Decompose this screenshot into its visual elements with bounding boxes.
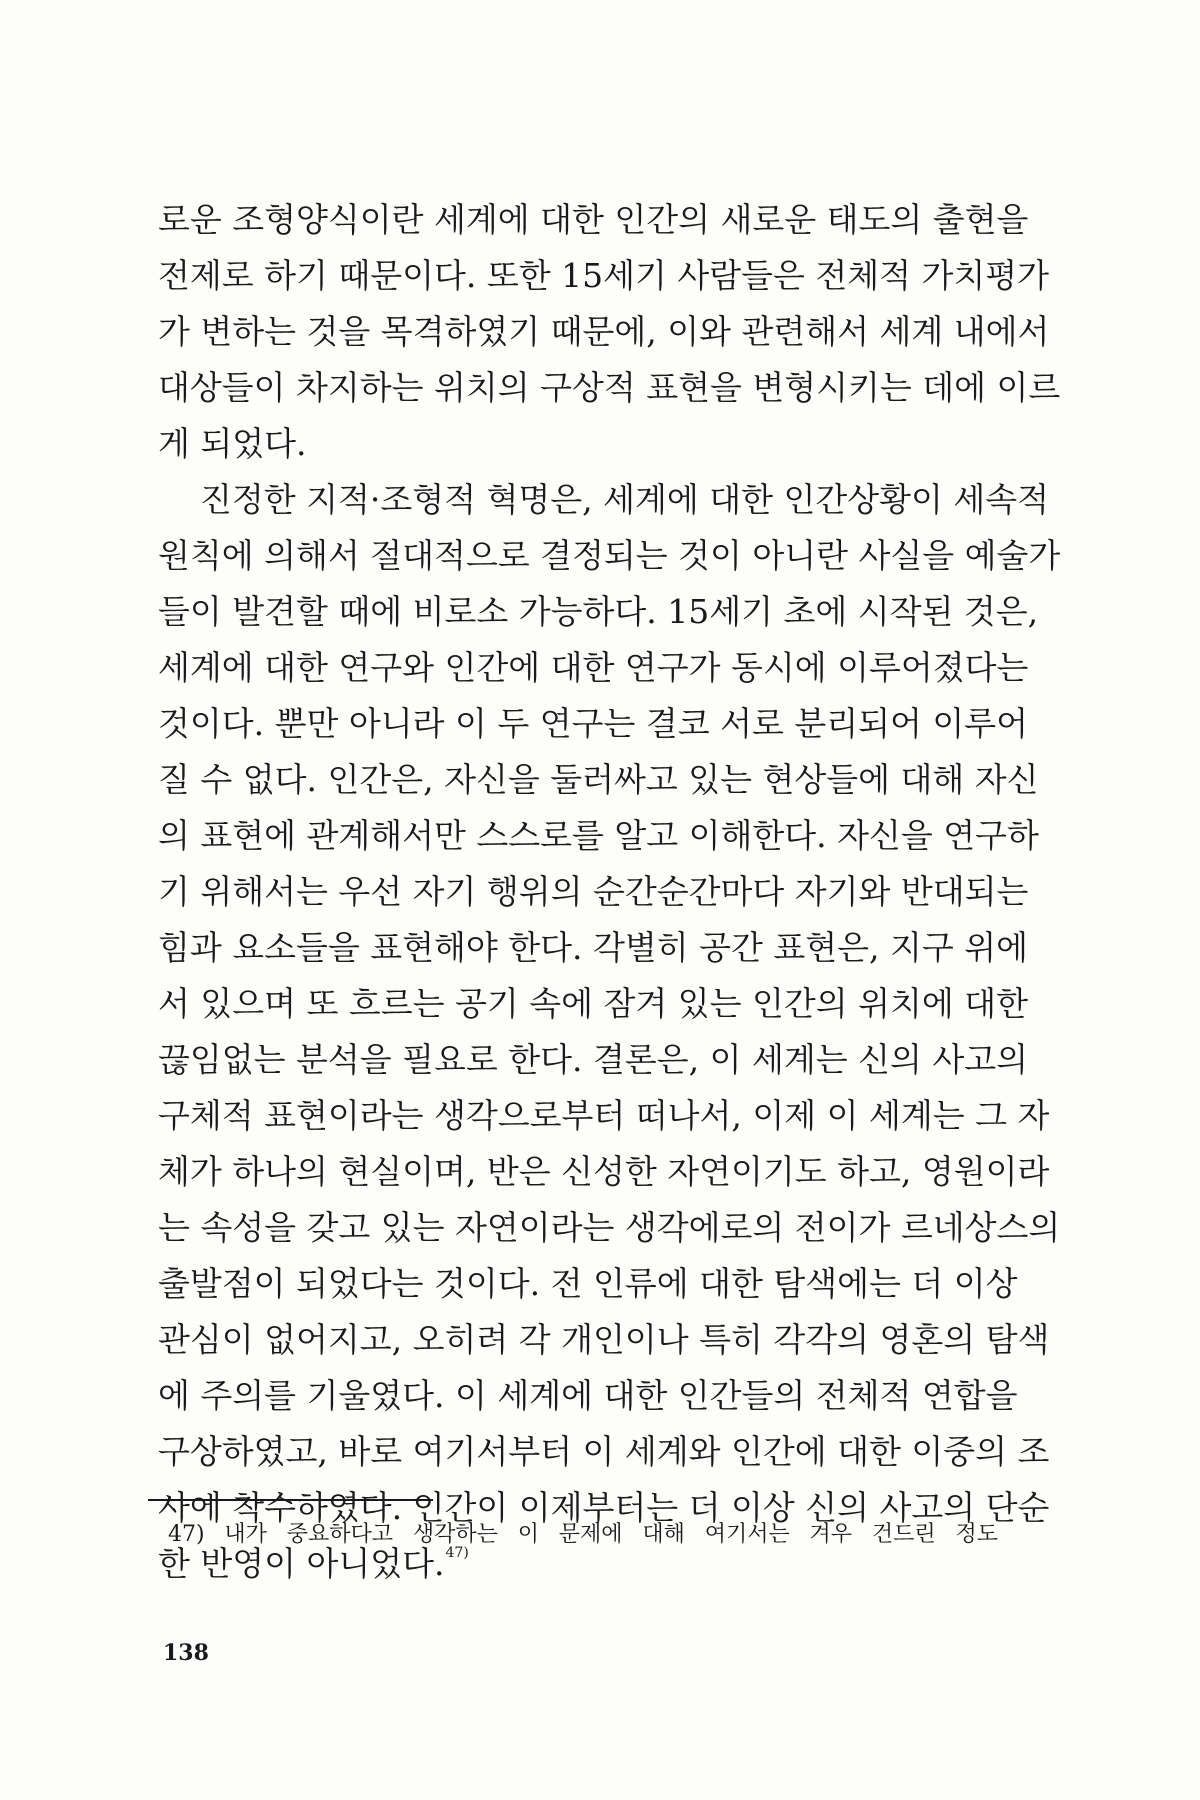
body-line: 로운 조형양식이란 세계에 대한 인간의 새로운 태도의 출현을 — [158, 200, 1029, 239]
body-line: 에 주의를 기울였다. 이 세계에 대한 인간들의 전체적 연합을 — [158, 1376, 1018, 1415]
body-line: 전제로 하기 때문이다. 또한 15세기 사람들은 전체적 가치평가 — [158, 256, 1049, 295]
body-line: 출발점이 되었다는 것이다. 전 인류에 대한 탐색에는 더 이상 — [158, 1264, 1018, 1303]
page-number: 138 — [163, 1640, 209, 1666]
footnote-text: 47) 내가 중요하다고 생각하는 이 문제에 대해 여기서는 겨우 건드린 정도 — [168, 1522, 998, 1547]
body-line: 진정한 지적·조형적 혁명은, 세계에 대한 인간상황이 세속적 — [200, 480, 1049, 519]
body-line: 게 되었다. — [158, 424, 307, 463]
body-line: 구상하였고, 바로 여기서부터 이 세계와 인간에 대한 이중의 조 — [158, 1432, 1050, 1471]
body-line: 세계에 대한 연구와 인간에 대한 연구가 동시에 이루어졌다는 — [158, 648, 1029, 687]
body-line-final-text: 한 반영이 아니었다. — [158, 1544, 445, 1583]
body-line: 끊임없는 분석을 필요로 한다. 결론은, 이 세계는 신의 사고의 — [158, 1040, 1028, 1079]
body-line: 대상들이 차지하는 위치의 구상적 표현을 변형시키는 데에 이르 — [158, 368, 1061, 407]
body-line: 힘과 요소들을 표현해야 한다. 각별히 공간 표현은, 지구 위에 — [158, 928, 1028, 967]
body-line: 관심이 없어지고, 오히려 각 개인이나 특히 각각의 영혼의 탐색 — [158, 1320, 1050, 1359]
body-line: 사에 착수하였다. 인간이 이제부터는 더 이상 신의 사고의 단순 — [158, 1488, 1050, 1527]
body-line: 구체적 표현이라는 생각으로부터 떠나서, 이제 이 세계는 그 자 — [158, 1096, 1050, 1135]
body-line: 질 수 없다. 인간은, 자신을 둘러싸고 있는 현상들에 대해 자신 — [158, 760, 1039, 799]
body-line: 기 위해서는 우선 자기 행위의 순간순간마다 자기와 반대되는 — [158, 872, 1029, 911]
body-line: 들이 발견할 때에 비로소 가능하다. 15세기 초에 시작된 것은, — [158, 592, 1039, 631]
footnote-divider — [148, 1499, 433, 1501]
body-line: 체가 하나의 현실이며, 반은 신성한 자연이기도 하고, 영원이라 — [158, 1152, 1050, 1191]
body-line: 는 속성을 갖고 있는 자연이라는 생각에로의 전이가 르네상스의 — [158, 1208, 1061, 1247]
body-text — [158, 192, 1061, 1592]
footnote-reference: 47) — [445, 1545, 469, 1561]
body-line: 원칙에 의해서 절대적으로 결정되는 것이 아니란 사실을 예술가 — [158, 536, 1061, 575]
body-line: 서 있으며 또 흐르는 공기 속에 잠겨 있는 인간의 위치에 대한 — [158, 984, 1028, 1023]
body-line: 것이다. 뿐만 아니라 이 두 연구는 결코 서로 분리되어 이루어 — [158, 704, 1028, 743]
body-line: 의 표현에 관계해서만 스스로를 알고 이해한다. 자신을 연구하 — [158, 816, 1039, 855]
body-line: 가 변하는 것을 목격하였기 때문에, 이와 관련해서 세계 내에서 — [158, 312, 1050, 351]
